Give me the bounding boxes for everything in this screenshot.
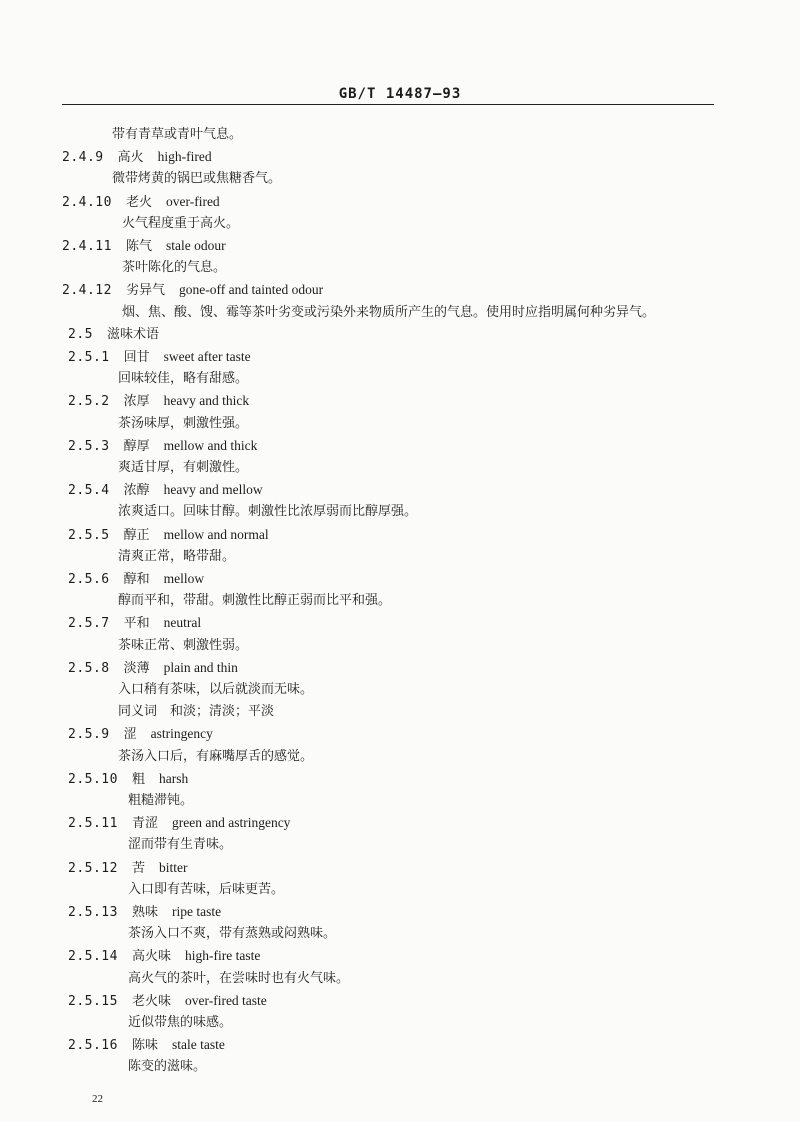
term-entry [68,393,249,410]
definition-text: 茶汤入口后，有麻嘴厚舌的感觉。 [118,748,314,764]
term-entry [68,327,159,343]
term-entry [68,1037,225,1054]
term-entry [68,771,188,788]
clause-number: 2.5.11 [68,816,118,832]
term-english: harsh [158,770,189,786]
clause-number: 2.4.10 [62,194,112,210]
definition-text: 入口即有苦味，后味更苦。 [128,881,285,897]
term-chinese: 劣异气 [125,283,165,299]
term-chinese: 熟味 [131,905,158,920]
definition-text: 高火气的茶叶，在尝味时也有火气味。 [128,970,350,986]
clause-number: 2.5 [68,326,93,342]
definition-text: 浓爽适口。回味甘醇。刺激性比浓厚弱而比醇厚强。 [118,504,418,520]
term-english: ripe taste [171,904,222,919]
term-english: gone-off and tainted odour [178,282,324,298]
header-rule [62,104,714,105]
term-chinese: 老火 [125,194,152,210]
term-english: astringency [150,726,213,742]
document-header: GB/T 14487—93 [338,86,462,102]
clause-number: 2.5.1 [68,350,110,365]
term-english: sweet after taste [163,349,251,364]
definition-text: 茶叶陈化的气息。 [122,260,227,276]
clause-number: 2.5.2 [68,394,110,410]
term-english: bitter [158,859,188,875]
clause-number: 2.4.12 [62,283,112,299]
term-entry [68,726,213,743]
clause-number: 2.5.10 [68,771,118,787]
term-english: heavy and thick [163,393,250,409]
definition-text: 涩而带有生青味。 [128,837,233,853]
term-entry [68,860,187,877]
term-chinese: 醇和 [123,572,150,587]
term-entry [68,571,204,588]
term-chinese: 陈味 [131,1038,158,1054]
term-entry [62,238,226,255]
term-entry [68,815,290,832]
term-entry [68,527,269,544]
term-english: mellow and thick [163,437,258,453]
term-chinese: 回甘 [123,350,150,365]
term-english: stale taste [171,1037,225,1053]
term-entry [68,482,263,499]
term-chinese: 醇正 [123,527,150,543]
clause-number: 2.4.11 [62,239,112,254]
definition-text: 醇而平和，带甜。刺激性比醇正弱而比平和强。 [118,593,392,609]
definition-text: 陈变的滋味。 [128,1059,207,1075]
clause-number: 2.5.15 [68,993,118,1009]
page-number: 22 [92,1093,103,1105]
term-entry [62,194,220,211]
clause-number: 2.4.9 [62,150,104,166]
term-entry [68,615,201,632]
term-entry [62,149,212,166]
clause-number: 2.5.6 [68,572,110,587]
term-entry [62,282,323,299]
term-english: stale odour [165,238,226,253]
term-chinese: 滋味术语 [106,326,159,342]
term-entry [68,948,260,965]
term-chinese: 粗 [131,771,145,787]
term-entry [68,993,267,1010]
term-chinese: 高火味 [131,949,171,965]
term-entry [68,349,251,366]
term-english: over-fired [165,193,220,209]
clause-number: 2.5.16 [68,1038,118,1054]
term-chinese: 涩 [123,727,137,743]
definition-text: 茶味正常、刺激性弱。 [118,637,249,653]
definition-text: 爽适甘厚，有刺激性。 [118,460,249,475]
term-chinese: 浓醇 [123,483,150,499]
term-chinese: 青涩 [131,816,158,832]
clause-number: 2.5.5 [68,527,110,543]
term-english: high-fired [157,149,212,165]
definition-text: 入口稍有茶味，以后就淡而无味。 [118,682,314,697]
term-entry [68,904,221,921]
term-english: over-fired taste [184,992,267,1008]
clause-number: 2.5.9 [68,727,110,743]
definition-text: 微带烤黄的锅巴或焦糖香气。 [112,171,282,187]
definition-text: 带有青草或青叶气息。 [112,127,243,142]
term-chinese: 苦 [131,860,145,876]
term-chinese: 老火味 [131,993,171,1009]
definition-text: 同义词 和淡；清淡；平淡 [118,704,275,720]
term-english: plain and thin [163,659,238,675]
clause-number: 2.5.7 [68,616,110,632]
definition-text: 火气程度重于高火。 [122,215,240,231]
clause-number: 2.5.3 [68,438,110,454]
term-chinese: 平和 [123,616,150,632]
term-english: high-fire taste [184,948,261,964]
clause-number: 2.5.4 [68,483,110,499]
term-english: green and astringency [171,815,291,831]
definition-text: 茶汤味厚，刺激性强。 [118,415,249,431]
term-chinese: 浓厚 [123,394,150,410]
clause-number: 2.5.8 [68,660,110,676]
definition-text: 茶汤入口不爽，带有蒸熟或闷熟味。 [128,926,337,942]
definition-text: 粗糙滞钝。 [128,793,194,808]
definition-text: 回味较佳，略有甜感。 [118,371,249,387]
term-english: heavy and mellow [163,482,263,498]
clause-number: 2.5.14 [68,949,118,965]
term-chinese: 淡薄 [123,660,150,676]
clause-number: 2.5.13 [68,905,118,920]
term-chinese: 高火 [117,150,144,166]
term-english: mellow [163,571,205,586]
definition-text: 清爽正常，略带甜。 [118,548,236,564]
clause-number: 2.5.12 [68,860,118,876]
term-entry [68,660,238,677]
term-english: neutral [163,615,202,631]
definition-text: 烟、焦、酸、馊、霉等茶叶劣变或污染外来物质所产生的气息。使用时应指明属何种劣异气。 [122,304,656,320]
term-chinese: 陈气 [125,239,152,254]
term-english: mellow and normal [163,526,269,542]
term-chinese: 醇厚 [123,438,150,454]
definition-text: 近似带焦的味感。 [128,1015,233,1030]
term-entry [68,438,257,455]
